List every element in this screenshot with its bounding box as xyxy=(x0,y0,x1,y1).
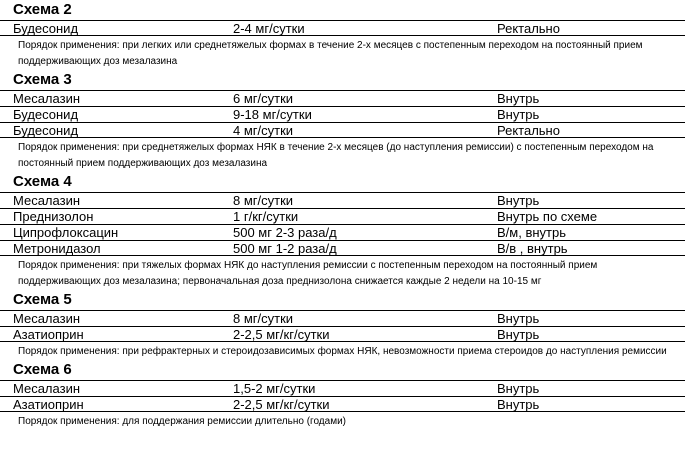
usage-note-text: при рефрактерных и стероидозависимых формах НЯК, невозможности приема стероидов до наступления ремиссии xyxy=(122,346,667,357)
drug-table xyxy=(0,192,685,256)
drug-row xyxy=(0,224,685,240)
drug-name: Месалазин xyxy=(13,193,81,208)
drug-name: Азатиоприн xyxy=(13,327,84,342)
usage-note xyxy=(0,412,685,430)
drug-row xyxy=(0,192,685,208)
drug-row xyxy=(0,240,685,256)
drug-row xyxy=(0,396,685,412)
usage-note-label: Порядок применения: xyxy=(18,416,120,427)
drug-table xyxy=(0,310,685,342)
drug-row xyxy=(0,380,685,396)
scheme-title: Схема 5 xyxy=(13,291,72,308)
drug-name: Месалазин xyxy=(13,381,81,396)
drug-route: Внутрь xyxy=(497,107,540,122)
drug-name: Месалазин xyxy=(13,91,81,106)
drug-dose: 2-4 мг/сутки xyxy=(233,21,305,36)
usage-note-text: для поддержания ремиссии длительно (годами) xyxy=(122,416,346,427)
drug-row xyxy=(0,106,685,122)
drug-dose: 1 г/кг/сутки xyxy=(233,209,299,224)
usage-note xyxy=(0,36,685,70)
scheme-block xyxy=(0,290,685,360)
drug-row xyxy=(0,122,685,138)
usage-note-label: Порядок применения: xyxy=(18,346,120,357)
usage-note xyxy=(0,138,685,172)
scheme-title: Схема 4 xyxy=(13,173,72,190)
usage-note-text: при тяжелых формах НЯК до наступления ремиссии с постепенным переходом на постоянный прием поддерживающих доз мезалазина; первоначальная доза преднизолона снижается каждые 2 недели на 10-15 мг xyxy=(18,260,598,287)
scheme-block xyxy=(0,70,685,172)
drug-route: Внутрь по схеме xyxy=(497,209,598,224)
drug-route: Внутрь xyxy=(497,381,540,396)
drug-route: Внутрь xyxy=(497,327,540,342)
drug-dose: 9-18 мг/сутки xyxy=(233,107,312,122)
drug-name: Будесонид xyxy=(13,123,79,138)
drug-row xyxy=(0,208,685,224)
usage-note-label: Порядок применения: xyxy=(18,260,120,271)
usage-note-label: Порядок применения: xyxy=(18,142,120,153)
scheme-block xyxy=(0,360,685,430)
scheme-title: Схема 2 xyxy=(13,1,72,18)
drug-table xyxy=(0,90,685,138)
drug-name: Будесонид xyxy=(13,107,79,122)
drug-dose: 2-2,5 мг/кг/сутки xyxy=(233,397,330,412)
drug-row xyxy=(0,20,685,36)
drug-table xyxy=(0,380,685,412)
scheme-title: Схема 6 xyxy=(13,361,72,378)
drug-table xyxy=(0,20,685,36)
drug-name: Азатиоприн xyxy=(13,397,84,412)
usage-note xyxy=(0,256,685,290)
drug-row xyxy=(0,90,685,106)
drug-route: Внутрь xyxy=(497,397,540,412)
drug-dose: 500 мг 1-2 раза/д xyxy=(233,241,337,256)
drug-route: Ректально xyxy=(497,123,560,138)
drug-route: Ректально xyxy=(497,21,560,36)
usage-note-text: при среднетяжелых формах НЯК в течение 2-х месяцев (до наступления ремиссии) с постепенным переходом на постоянный прием поддерживающих доз мезалазина xyxy=(18,142,654,169)
scheme-block xyxy=(0,0,685,70)
drug-row xyxy=(0,326,685,342)
drug-route: Внутрь xyxy=(497,91,540,106)
drug-row xyxy=(0,310,685,326)
drug-name: Ципрофлоксацин xyxy=(13,225,119,240)
usage-note xyxy=(0,342,685,360)
drug-name: Преднизолон xyxy=(13,209,94,224)
drug-dose: 4 мг/сутки xyxy=(233,123,294,138)
scheme-title: Схема 3 xyxy=(13,71,72,88)
drug-dose: 500 мг 2-3 раза/д xyxy=(233,225,337,240)
usage-note-label: Порядок применения: xyxy=(18,40,120,51)
drug-dose: 8 мг/сутки xyxy=(233,311,294,326)
drug-dose: 8 мг/сутки xyxy=(233,193,294,208)
usage-note-text: при легких или среднетяжелых формах в течение 2-х месяцев с постепенным переходом на постоянный прием поддерживающих доз мезалазина xyxy=(18,40,643,67)
drug-route: Внутрь xyxy=(497,193,540,208)
drug-name: Метронидазол xyxy=(13,241,101,256)
drug-route: Внутрь xyxy=(497,311,540,326)
drug-dose: 1,5-2 мг/сутки xyxy=(233,381,316,396)
drug-dose: 2-2,5 мг/кг/сутки xyxy=(233,327,330,342)
drug-dose: 6 мг/сутки xyxy=(233,91,294,106)
scheme-block xyxy=(0,172,685,290)
drug-route: В/м, внутрь xyxy=(497,225,566,240)
drug-route: В/в , внутрь xyxy=(497,241,568,256)
drug-name: Будесонид xyxy=(13,21,79,36)
drug-name: Месалазин xyxy=(13,311,81,326)
